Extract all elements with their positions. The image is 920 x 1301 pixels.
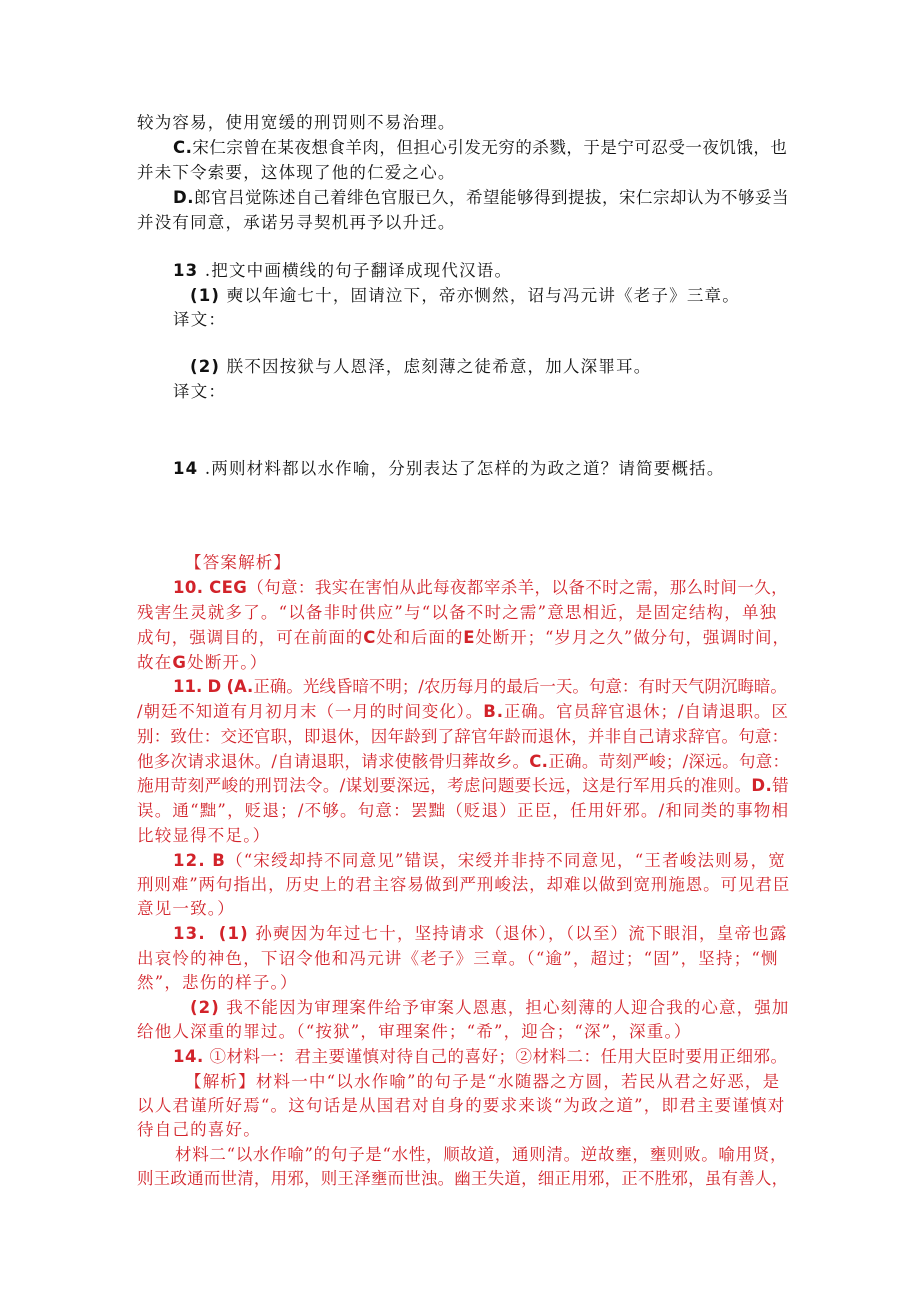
answer-11-line1 (173, 676, 787, 698)
answer-11-line3: 别：致仕：交还官职，即退休，因年龄到了辞官年龄而退休，并非自己请求辞官。句意： (137, 727, 789, 746)
answer-11-l5-part1: 施用苛刻严峻的刑罚法令。/谋划要深远，考虑问题要长远，这是行军用兵的准则。 (137, 776, 752, 795)
answer-11-line5 (137, 775, 789, 797)
answer-12-line1 (173, 850, 786, 872)
answer-14-line3: 以人君谨所好焉“。这句话是从国君对自身的要求来谈“为政之道”，即君主要谨慎对 (137, 1096, 786, 1115)
q13-part1-answer-label: 译文： (173, 310, 227, 329)
q12-option-b-tail: 较为容易，使用宽缓的刑罚则不易治理。 (137, 113, 456, 132)
answer-header: 【答案解析】 (185, 553, 292, 572)
option-d-label: D. (173, 188, 194, 207)
answer-14-line2 (185, 1071, 780, 1093)
answer-13-number: 13. (173, 924, 206, 943)
answer-11-line2 (137, 701, 789, 723)
answer-10-number: 10. (173, 578, 204, 597)
q13-part1 (190, 285, 740, 307)
q13-part2-answer-label: 译文： (173, 382, 227, 401)
answer-13-line2: 出哀怜的神色，下诏令他和冯元讲《老子》三章。（“逾”，超过；“固”，坚持；“恻 (137, 949, 779, 968)
q14-number: 14 (173, 459, 199, 478)
answer-12-key: B (212, 851, 227, 870)
answer-11-mark-d: D. (751, 776, 773, 795)
answer-11-mark-a: A. (233, 677, 254, 696)
answer-11-number: 11. (173, 677, 203, 696)
answer-10-mark-g: G (172, 653, 188, 672)
q13-part2 (190, 356, 651, 378)
q13-part1-label: (1) (190, 286, 221, 305)
q13-stem (173, 260, 512, 282)
q13-part1-text: 奭以年逾七十，固请泣下，帝亦恻然，诏与冯元讲《老子》三章。 (220, 286, 740, 305)
answer-11-l4-part1: 他多次请求退休。/自请退职，请求使骸骨归葬故乡。 (137, 752, 530, 771)
q13-number: 13 (173, 261, 199, 280)
answer-12-number: 12. (173, 851, 206, 870)
q13-stem-text: .把文中画横线的句子翻译成现代汉语。 (198, 261, 513, 280)
answer-10-mark-e: E (463, 628, 476, 647)
q13-part2-label: (2) (190, 357, 221, 376)
q12-option-d-line2: 并没有同意，承诺另寻契机再予以升迁。 (137, 213, 456, 232)
answer-11-mark-c: C. (529, 752, 549, 771)
answer-14-line5: 材料二“以水作喻”的句子是“水性，顺故道，通则清。逆故壅，壅则败。喻用贤， (175, 1145, 788, 1164)
answer-11-text: 正确。光线昏暗不明；/农历每月的最后一天。句意：有时天气阴沉晦暗。 (253, 677, 787, 696)
answer-10-l3-part2: 处和后面的 (376, 628, 464, 647)
answer-14-line4: 待自己的喜好。 (137, 1120, 261, 1139)
answer-10-l4-part1: 故在 (137, 653, 173, 672)
answer-14-line1 (173, 1046, 787, 1068)
answer-10-line2: 残害生灵就多了。“以备非时供应”与“以备不时之需”意思相近，是固定结构，单独 (137, 603, 778, 622)
answer-11-key: D (207, 677, 222, 696)
answer-11-line4 (137, 751, 789, 773)
answer-14-text: ①材料一：君主要谨慎对待自己的喜好；②材料二：任用大臣时要用正细邪。 (203, 1047, 788, 1066)
answer-14-number: 14. (173, 1047, 204, 1066)
answer-14-line6: 则王政通而世清，用邪，则王泽壅而世浊。幽王失道，细正用邪，正不胜邪，虽有善人， (137, 1169, 789, 1188)
answer-11-l4-part2: 正确。苛刻严峻；/深远。句意： (548, 752, 790, 771)
option-c-text: 宋仁宗曾在某夜想食羊肉，但担心引发无穷的杀戮，于是宁可忍受一夜饥饿，也 (192, 138, 788, 157)
answer-11-line6: 误。通“黜”，贬退；/不够。句意：罢黜（贬退）正臣，任用奸邪。/和同类的事物相 (137, 801, 790, 820)
q12-option-c-line2: 并未下令索要，这体现了他的仁爱之心。 (137, 163, 456, 182)
answer-11-paren: ( (226, 677, 234, 696)
answer-13-part1-label: (1) (218, 924, 249, 943)
answer-12-line3: 意见一致。） (137, 899, 235, 918)
answer-13-line1 (173, 923, 788, 945)
answer-11-l2-part1: /朝廷不知道有月初月末（一月的时间变化）。 (137, 702, 484, 721)
answer-13-part1-text: 孙奭因为年过七十，坚持请求（退休），（以至）流下眼泪，皇帝也露 (248, 924, 788, 943)
answer-10-l4-part2: 处断开。） (187, 653, 268, 672)
answer-13-part2-label: (2) (190, 998, 220, 1017)
answer-11-l2-part2: 正确。官员辞官退休；/自请退职。区 (503, 702, 789, 721)
answer-13-line3: 然”，悲伤的样子。） (137, 973, 298, 992)
answer-11-line7: 比较显得不足。） (137, 826, 271, 845)
answer-13-part2-text: 我不能因为审理案件给予审案人恩惠，担心刻薄的人迎合我的心意，强加 (219, 998, 790, 1017)
q12-option-d-line1 (173, 187, 789, 209)
answer-13-line5: 给他人深重的罪过。（“按狱”，审理案件；“希”，迎合；“深”，深重。） (137, 1022, 692, 1041)
answer-13-line4 (190, 997, 789, 1019)
q14-stem-text: .两则材料都以水作喻，分别表达了怎样的为政之道？请简要概括。 (198, 459, 725, 478)
answer-14-l2-text: 材料一中“以水作喻”的句子是“水随器之方圆，若民从君之好恶，是 (255, 1072, 781, 1091)
answer-10-line3 (137, 627, 790, 649)
answer-10-text: （句意：我实在害怕从此每夜都宰杀羊，以备不时之需，那么时间一久， (247, 578, 789, 597)
q14-stem (173, 458, 725, 480)
option-c-label: C. (173, 138, 193, 157)
answer-10-l3-part3: 处断开；“岁月之久”做分句，强调时间， (475, 628, 790, 647)
answer-10-line1 (173, 577, 788, 599)
q12-option-c-line1 (173, 137, 787, 159)
analysis-label: 【解析】 (185, 1072, 256, 1091)
answer-11-mark-b: B. (483, 702, 504, 721)
answer-10-line4 (137, 652, 267, 674)
answer-10-mark-c: C (363, 628, 377, 647)
answer-10-key: CEG (209, 578, 248, 597)
answer-12-line2: 刑则难”两句指出，历史上的君主容易做到严刑峻法，却难以做到宽刑施恩。可见君臣 (137, 875, 791, 894)
answer-10-l3-part1: 成句，强调目的，可在前面的 (137, 628, 364, 647)
option-d-text: 郎官吕觉陈述自己着绯色官服已久，希望能够得到提拔，宋仁宗却认为不够妥当 (193, 188, 789, 207)
answer-11-l5-part2: 错 (772, 776, 790, 795)
answer-12-text: （“宋绶却持不同意见”错误，宋绶并非持不同意见，“王者峻法则易，宽 (226, 851, 786, 870)
q13-part2-text: 朕不因按狱与人恩泽，虑刻薄之徒希意，加人深罪耳。 (220, 357, 652, 376)
